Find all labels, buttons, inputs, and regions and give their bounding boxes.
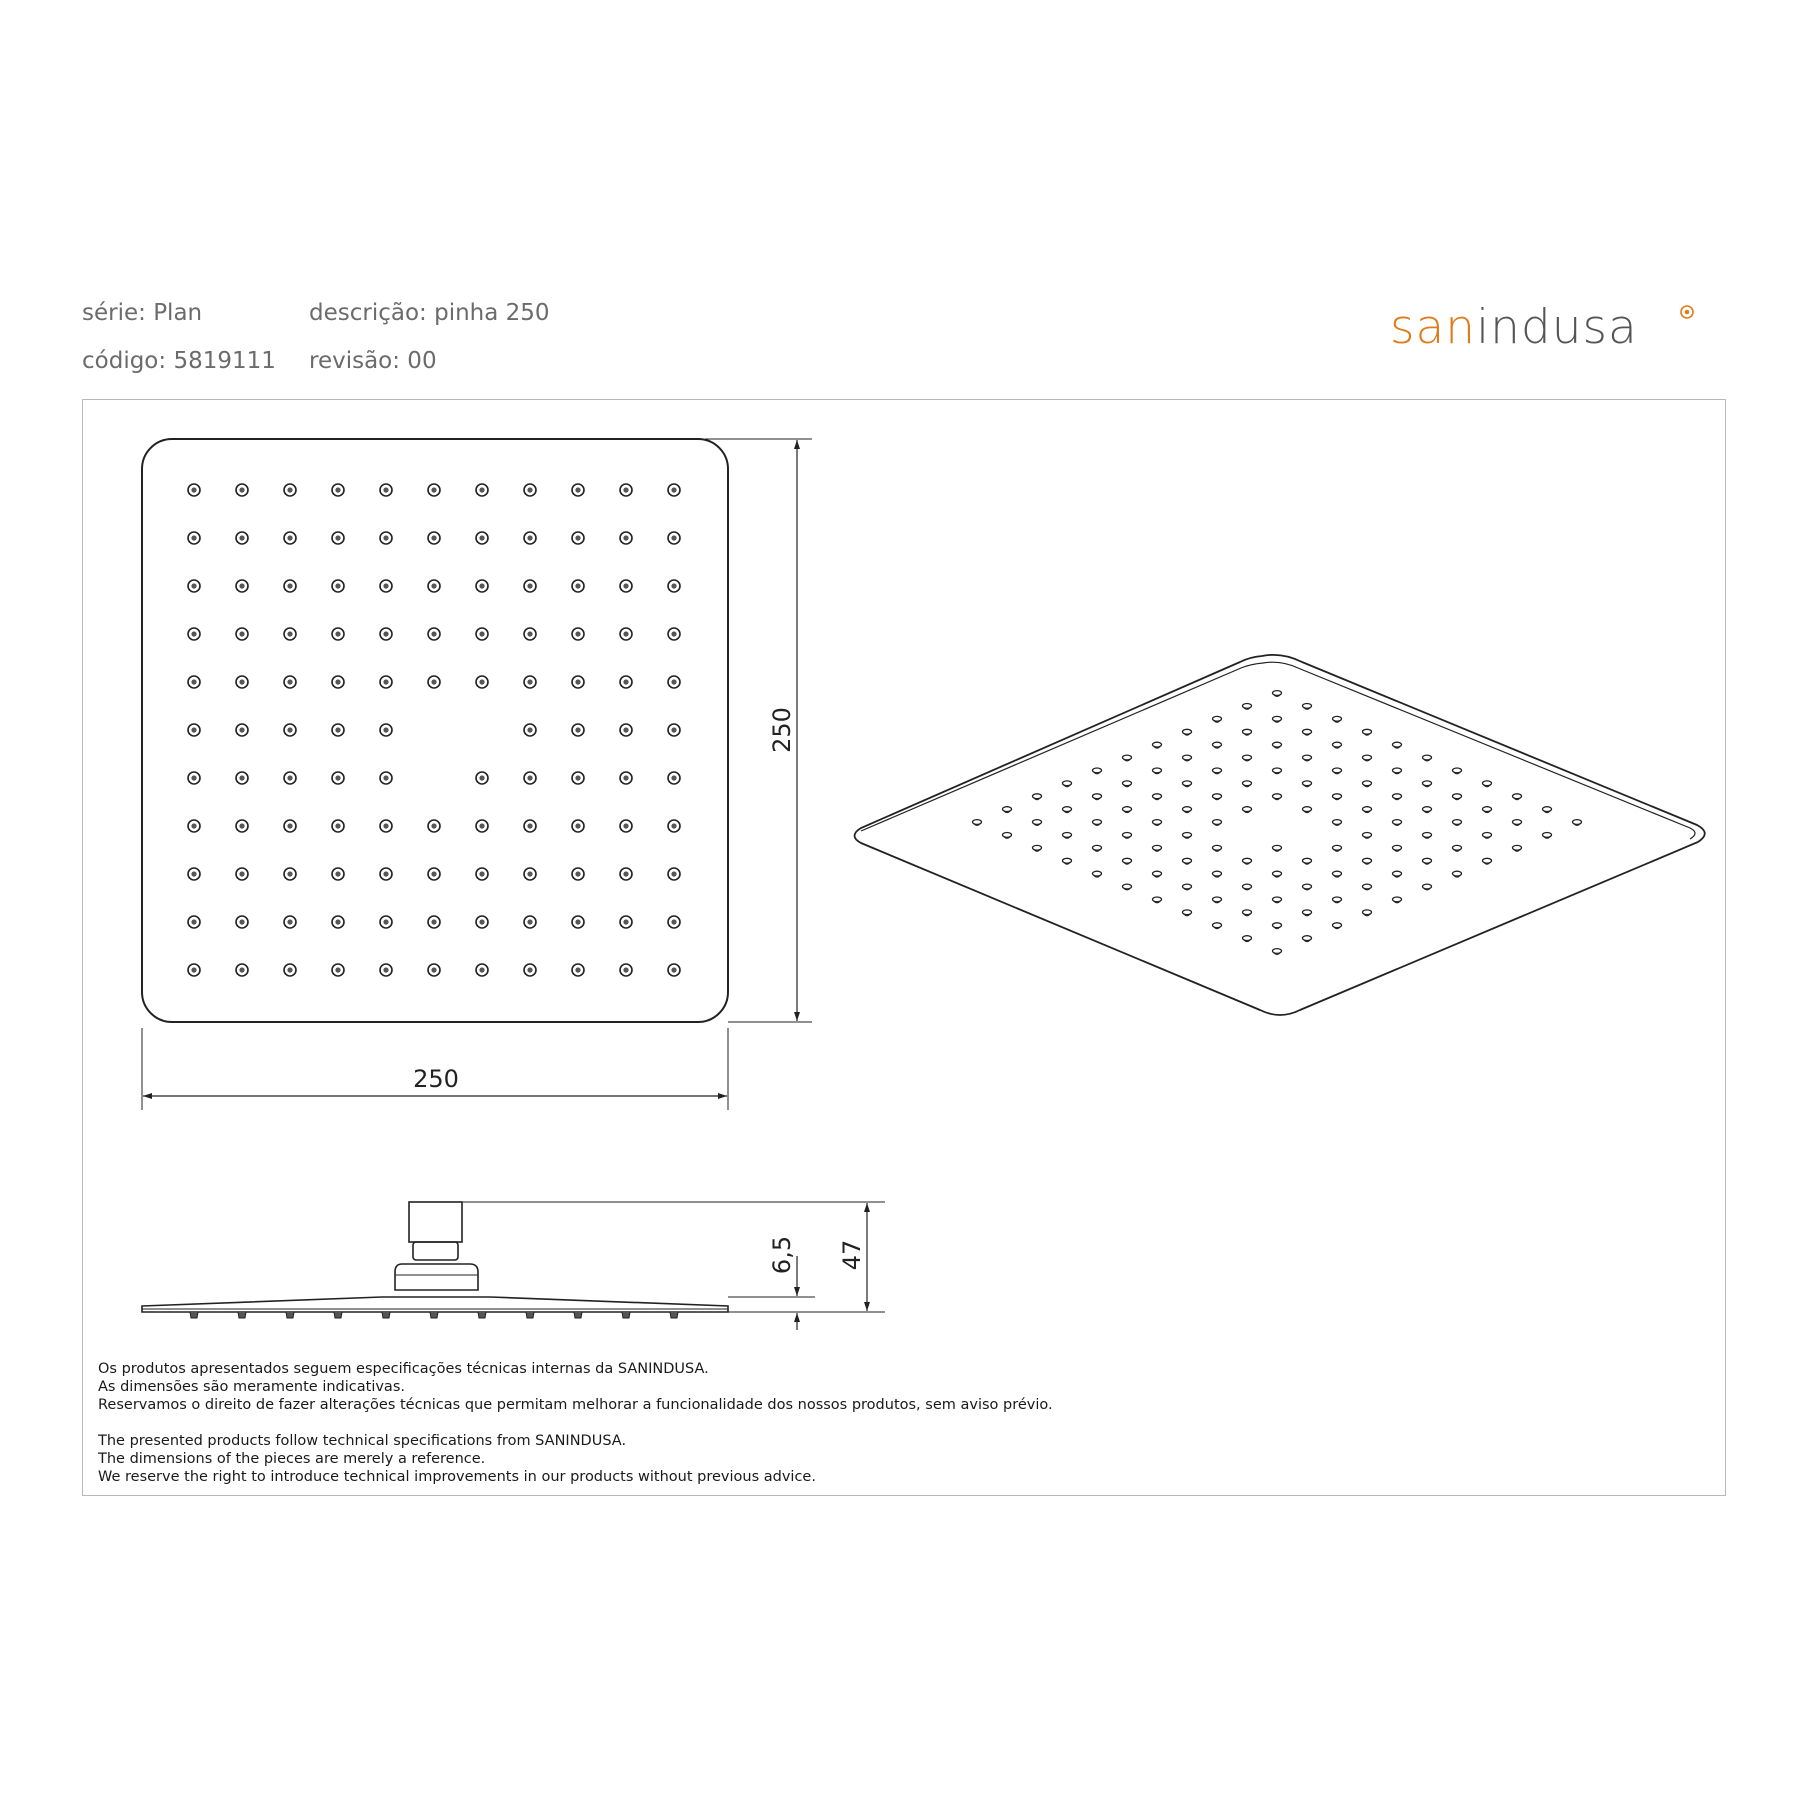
nozzle-icon [1273,845,1282,851]
nozzle-icon [476,916,488,928]
isometric-view [855,655,1705,1015]
nozzle-icon [1153,768,1162,774]
nozzle-icon [668,532,680,544]
description-label: descrição: pinha 250 [309,300,550,326]
nozzle-icon [332,724,344,736]
shower-plate-iso-outer [855,655,1705,1015]
nozzle-icon [1363,858,1372,864]
nozzle-icon [1363,781,1372,787]
nozzle-icon [1273,949,1282,955]
nozzle-icon [620,676,632,688]
nozzle-icon [380,964,392,976]
notes-portuguese [98,1360,1053,1414]
nozzle-icon [1213,923,1222,929]
nozzle-icon [1483,807,1492,813]
code-label: código: 5819111 [82,348,276,374]
top-height-dimension [705,439,812,1022]
nozzle-icon [476,772,488,784]
nozzle-icon [620,628,632,640]
nozzle-icon [1243,858,1252,864]
nozzle-icon [1213,768,1222,774]
nozzle-icon [1303,936,1312,942]
nozzle-icon [1093,820,1102,826]
nozzle-icon [572,724,584,736]
nozzle-icon [524,772,536,784]
nozzle-icon [1153,897,1162,903]
nozzle-icon [1483,833,1492,839]
nozzle-icon [1123,833,1132,839]
note-line: The presented products follow technical specifications from SANINDUSA. [98,1433,627,1449]
nozzle-icon [428,628,440,640]
side-plate [142,1297,728,1312]
top-width-label: 250 [413,1065,459,1093]
nozzle-icon [188,772,200,784]
nozzle-icon [1123,781,1132,787]
nozzle-icon [1543,807,1552,813]
nozzle-icon [428,964,440,976]
nozzle-icon [332,580,344,592]
nozzle-icon [524,868,536,880]
nozzle-icon [1063,781,1072,787]
nozzle-icon [428,820,440,832]
nozzle-icon [1153,845,1162,851]
nozzle-icon [572,820,584,832]
nozzle-icon [1513,820,1522,826]
nozzle-icon [1423,755,1432,761]
nozzle-icon [380,676,392,688]
nozzle-icon [238,1312,246,1318]
nozzle-icon [1273,871,1282,877]
nozzle-icon [380,820,392,832]
nozzle-icon [476,628,488,640]
nozzle-icon [236,868,248,880]
nozzle-icon [1243,807,1252,813]
revision-label: revisão: 00 [309,348,437,374]
nozzle-icon [1393,871,1402,877]
nozzle-icon [1033,845,1042,851]
nozzle-icon [380,724,392,736]
nozzle-icon [574,1312,582,1318]
nozzle-icon [332,868,344,880]
nozzle-icon [332,484,344,496]
nozzle-icon [668,868,680,880]
nozzle-icon [1273,897,1282,903]
nozzle-icon [1123,884,1132,890]
nozzle-icon [668,628,680,640]
nozzle-icon [524,628,536,640]
note-line: The dimensions of the pieces are merely a reference. [98,1451,486,1467]
nozzle-icon [1183,729,1192,735]
nozzle-icon [668,964,680,976]
nozzle-icon [1483,858,1492,864]
note-line: Os produtos apresentados seguem especificações técnicas internas da SANINDUSA. [98,1361,709,1377]
top-height-label: 250 [768,707,796,753]
nozzle-icon [236,916,248,928]
nozzle-icon [1513,845,1522,851]
shower-plate-top [142,439,728,1022]
nozzle-icon [284,868,296,880]
nozzle-icon [668,676,680,688]
nozzle-icon [332,676,344,688]
nozzle-icon [476,676,488,688]
nozzle-icon [284,484,296,496]
notes-english [98,1432,816,1486]
nozzle-icon [284,964,296,976]
nozzle-icon [188,676,200,688]
nozzle-icon [334,1312,342,1318]
nozzle-icon [380,532,392,544]
nozzle-icon [1273,716,1282,722]
nozzle-icon [428,484,440,496]
nozzle-icon [476,532,488,544]
nozzle-icon [428,916,440,928]
nozzle-icon [526,1312,534,1318]
nozzle-icon [1303,858,1312,864]
nozzle-icon [236,532,248,544]
nozzle-icon [1243,884,1252,890]
nozzle-icon [236,676,248,688]
nozzle-icon [1153,794,1162,800]
nozzle-icon [1183,858,1192,864]
nozzle-icon [1003,833,1012,839]
nozzle-icon [1273,691,1282,697]
nozzle-icon [620,532,632,544]
nozzle-icon [1483,781,1492,787]
nozzle-icon [572,580,584,592]
nozzle-icon [1363,729,1372,735]
nozzle-icon [1243,755,1252,761]
top-view [142,439,728,1022]
nozzle-icon [188,628,200,640]
nozzle-icon [1333,820,1342,826]
note-line: We reserve the right to introduce technical improvements in our products without previous advice. [98,1469,816,1485]
nozzle-icon [1333,845,1342,851]
nozzle-icon [1543,833,1552,839]
nozzle-icon [1273,923,1282,929]
nozzle-icon [622,1312,630,1318]
nozzle-icon [1453,845,1462,851]
nozzle-icon [284,724,296,736]
top-width-dimension [142,1028,728,1110]
nozzle-icon [1363,807,1372,813]
nozzle-icon [332,772,344,784]
nozzle-icon [524,724,536,736]
nozzle-icon [188,532,200,544]
nozzle-icon [1393,897,1402,903]
side-connector-nut [413,1242,458,1260]
nozzle-icon [1573,820,1582,826]
nozzle-icon [572,772,584,784]
serie-label: série: Plan [82,300,203,326]
nozzle-icon [1243,729,1252,735]
nozzle-icon [236,820,248,832]
nozzle-icon [1453,768,1462,774]
nozzle-icon [1363,755,1372,761]
nozzle-icon [1423,833,1432,839]
nozzle-icon [1063,858,1072,864]
nozzle-icon [1393,768,1402,774]
nozzle-icon [1453,794,1462,800]
nozzle-icon [1333,794,1342,800]
nozzle-icon [1363,833,1372,839]
nozzle-icon [188,868,200,880]
nozzle-icon [1063,807,1072,813]
nozzle-icon [1123,755,1132,761]
nozzle-icon [620,724,632,736]
nozzle-icon [1213,871,1222,877]
nozzle-icon [1243,704,1252,710]
nozzle-icon [382,1312,390,1318]
nozzle-icon [476,484,488,496]
nozzle-icon [188,580,200,592]
nozzle-icon [1183,884,1192,890]
nozzle-icon [428,868,440,880]
nozzle-icon [524,580,536,592]
nozzle-icon [236,484,248,496]
nozzle-icon [1303,807,1312,813]
nozzle-icon [1453,871,1462,877]
nozzle-icon [524,676,536,688]
nozzle-icon [1183,781,1192,787]
side-nozzle-row [190,1312,678,1318]
nozzle-icon [1423,858,1432,864]
nozzle-icon [524,964,536,976]
nozzle-icon [332,532,344,544]
nozzle-icon [1303,884,1312,890]
nozzle-icon [572,532,584,544]
nozzle-icon [1093,768,1102,774]
nozzle-icon [1273,768,1282,774]
nozzle-icon [1153,742,1162,748]
nozzle-icon [428,676,440,688]
nozzle-icon [524,820,536,832]
nozzle-icon [1393,742,1402,748]
nozzle-icon [1093,845,1102,851]
nozzle-icon [1513,794,1522,800]
nozzle-icon [1333,871,1342,877]
nozzle-icon [190,1312,198,1318]
nozzle-icon [380,628,392,640]
nozzle-icon [236,628,248,640]
nozzle-icon [572,676,584,688]
nozzle-icon [284,532,296,544]
nozzle-icon [380,484,392,496]
nozzle-icon [1273,742,1282,748]
nozzle-icon [332,916,344,928]
nozzle-icon [1123,858,1132,864]
nozzle-icon [284,580,296,592]
logo-part-indusa: indusa [1476,300,1638,355]
top-nozzle-grid [188,484,680,976]
nozzle-icon [1183,910,1192,916]
nozzle-icon [380,772,392,784]
nozzle-icon [1333,742,1342,748]
shower-plate-iso-inner [861,662,1695,839]
nozzle-icon [1093,871,1102,877]
nozzle-icon [476,580,488,592]
nozzle-icon [380,916,392,928]
nozzle-icon [1213,716,1222,722]
nozzle-icon [1093,794,1102,800]
nozzle-icon [572,868,584,880]
nozzle-icon [332,820,344,832]
nozzle-icon [1033,794,1042,800]
nozzle-icon [620,820,632,832]
nozzle-icon [1393,794,1402,800]
nozzle-icon [670,1312,678,1318]
nozzle-icon [1063,833,1072,839]
nozzle-icon [524,484,536,496]
nozzle-icon [1363,910,1372,916]
nozzle-icon [1363,884,1372,890]
nozzle-icon [668,580,680,592]
nozzle-icon [284,676,296,688]
nozzle-icon [332,964,344,976]
nozzle-icon [284,916,296,928]
nozzle-icon [476,868,488,880]
nozzle-icon [286,1312,294,1318]
nozzle-icon [188,916,200,928]
nozzle-icon [284,820,296,832]
nozzle-icon [668,772,680,784]
nozzle-icon [1213,845,1222,851]
nozzle-icon [1423,884,1432,890]
nozzle-icon [973,820,982,826]
nozzle-icon [1423,807,1432,813]
note-line: As dimensões são meramente indicativas. [98,1379,405,1395]
nozzle-icon [380,580,392,592]
nozzle-icon [620,772,632,784]
nozzle-icon [1183,807,1192,813]
nozzle-icon [572,484,584,496]
side-plate-thickness-label: 6,5 [768,1235,796,1275]
nozzle-icon [572,628,584,640]
nozzle-icon [236,580,248,592]
nozzle-icon [1333,897,1342,903]
nozzle-icon [1183,755,1192,761]
note-line: Reservamos o direito de fazer alterações técnicas que permitam melhorar a funcionalidade dos nossos produtos, sem aviso prévio. [98,1397,1053,1413]
nozzle-icon [188,724,200,736]
nozzle-icon [1303,910,1312,916]
nozzle-icon [1393,845,1402,851]
nozzle-icon [1303,704,1312,710]
side-connector-base [395,1264,478,1290]
side-connector-upper [409,1202,462,1242]
nozzle-icon [1153,871,1162,877]
logo-part-san: san [1390,300,1477,355]
nozzle-icon [1213,820,1222,826]
nozzle-icon [188,484,200,496]
nozzle-icon [668,916,680,928]
nozzle-icon [284,628,296,640]
nozzle-icon [476,820,488,832]
nozzle-icon [668,820,680,832]
nozzle-icon [284,772,296,784]
nozzle-icon [572,916,584,928]
nozzle-icon [1213,897,1222,903]
nozzle-icon [620,580,632,592]
nozzle-icon [1243,781,1252,787]
nozzle-icon [1453,820,1462,826]
nozzle-icon [1003,807,1012,813]
nozzle-icon [668,484,680,496]
nozzle-icon [430,1312,438,1318]
nozzle-icon [1303,755,1312,761]
nozzle-icon [668,724,680,736]
nozzle-icon [1303,729,1312,735]
nozzle-icon [1213,794,1222,800]
nozzle-icon [1033,820,1042,826]
nozzle-icon [428,532,440,544]
nozzle-icon [1123,807,1132,813]
nozzle-icon [620,484,632,496]
nozzle-icon [1303,781,1312,787]
nozzle-icon [1333,768,1342,774]
nozzle-icon [236,964,248,976]
nozzle-icon [1183,833,1192,839]
nozzle-icon [1423,781,1432,787]
nozzle-icon [620,964,632,976]
iso-nozzle-grid [973,691,1582,955]
nozzle-icon [1393,820,1402,826]
nozzle-icon [236,772,248,784]
nozzle-icon [188,964,200,976]
nozzle-icon [524,916,536,928]
nozzle-icon [1243,910,1252,916]
nozzle-icon [236,724,248,736]
nozzle-icon [476,964,488,976]
nozzle-icon [1213,742,1222,748]
nozzle-icon [1333,923,1342,929]
nozzle-icon [572,964,584,976]
side-view [142,1202,885,1330]
nozzle-icon [478,1312,486,1318]
nozzle-icon [332,628,344,640]
nozzle-icon [524,532,536,544]
nozzle-icon [1243,936,1252,942]
nozzle-icon [1153,820,1162,826]
nozzle-icon [1333,716,1342,722]
nozzle-icon [1273,794,1282,800]
nozzle-icon [428,580,440,592]
side-total-height-label: 47 [838,1239,866,1271]
nozzle-icon [380,868,392,880]
nozzle-icon [620,916,632,928]
nozzle-icon [620,868,632,880]
nozzle-icon [188,820,200,832]
